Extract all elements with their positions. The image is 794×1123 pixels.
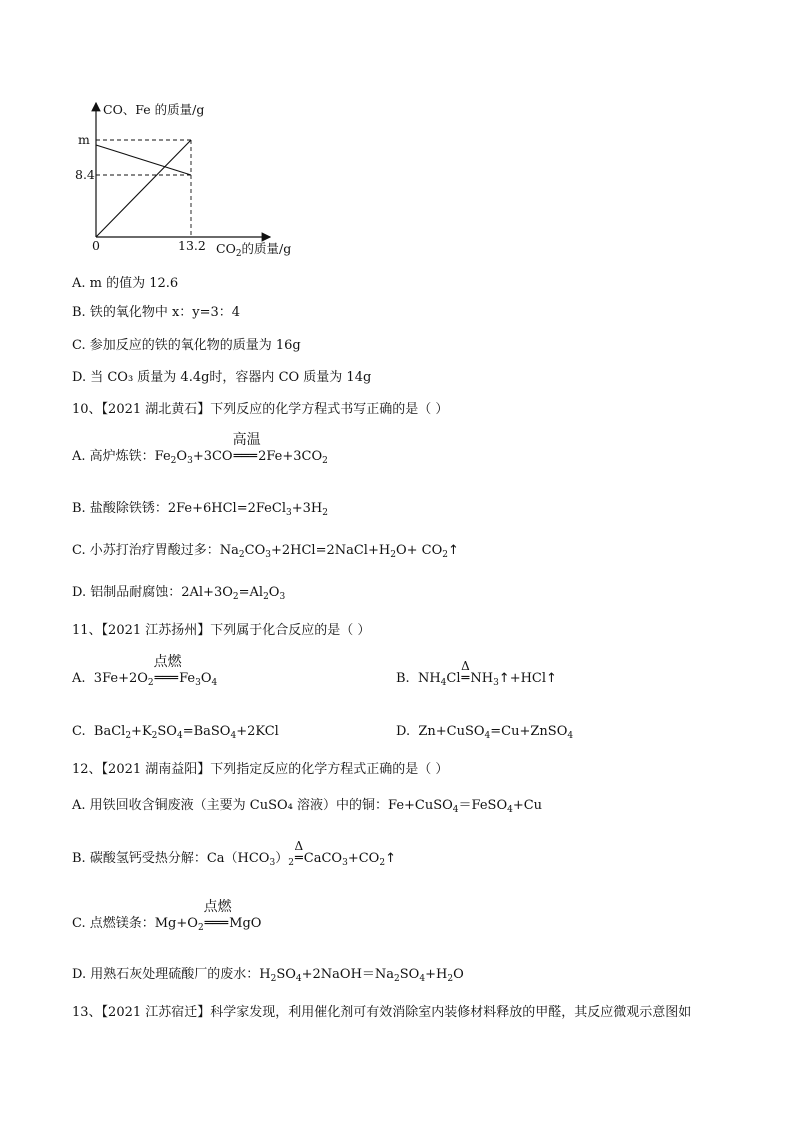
q11-option-d xyxy=(396,723,573,741)
q11-option-a xyxy=(72,654,218,688)
q12-option-b xyxy=(72,839,396,868)
q10-option-c xyxy=(72,542,459,560)
q11-stem: 11、【2021 江苏扬州】下列属于化合反应的是（ ） xyxy=(72,623,371,638)
origin-label: 0 xyxy=(92,238,100,253)
q10-option-b xyxy=(72,500,328,518)
q12-option-c xyxy=(72,899,262,933)
q12-c-condition: 点燃 xyxy=(203,899,232,915)
q11-b-condition: Δ xyxy=(461,659,470,673)
mass-graph xyxy=(70,95,390,265)
q10-d-equation: $2Al+3O_2=Al_2O_3$ xyxy=(181,585,286,602)
q12-d-equation: $H_2SO_4+2NaOH=Na_2SO_4+H_2O$ xyxy=(259,967,464,984)
x-tick-132: 13.2 xyxy=(178,238,206,253)
q11-b-label: B. xyxy=(396,671,410,686)
q10-b-label: B. 盐酸除铁锈： xyxy=(72,501,168,516)
y-tick-m: m xyxy=(78,132,90,147)
x-axis-label: $CO_2$的质量/g xyxy=(216,241,292,259)
q12-c-label: C. 点燃镁条： xyxy=(72,916,155,931)
q12-c-equation: $Mg+O_2$ 点燃 ═══MgO xyxy=(154,899,262,933)
q12-b-label: B. 碳酸氢钙受热分解： xyxy=(72,851,207,866)
q10-a-equation: $Fe_2O_3+3CO$ 高温 $═══2Fe+3CO_2$ xyxy=(154,432,328,466)
q11-a-condition: 点燃 xyxy=(153,654,182,670)
y-tick-84: 8.4 xyxy=(75,167,95,182)
q10-c-label: C. 小苏打治疗胃酸过多： xyxy=(72,543,220,558)
q10-b-equation: $2Fe+6HCl=2FeCl_3+3H_2$ xyxy=(167,501,328,518)
y-axis-label: CO、Fe 的质量/g xyxy=(103,102,205,117)
q11-option-c xyxy=(72,723,279,741)
q11-option-b xyxy=(396,659,557,688)
q10-option-a xyxy=(72,432,328,466)
q11-a-label: A. xyxy=(72,671,86,686)
q12-stem: 12、【2021 湖南益阳】下列指定反应的化学方程式正确的是（ ） xyxy=(72,762,449,777)
q9-option-a: A. m 的值为 12.6 xyxy=(72,276,179,291)
q12-d-label: D. 用熟石灰处理硫酸厂的废水： xyxy=(72,967,260,982)
q12-a-label: A. 用铁回收含铜废液（主要为 CuSO₄ 溶液）中的铜： xyxy=(72,798,389,813)
co-line xyxy=(96,145,191,175)
q12-a-equation: Fe+CuSO$_4$＝FeSO$_4$+Cu xyxy=(388,798,543,815)
q10-d-label: D. 铝制品耐腐蚀： xyxy=(72,585,182,600)
q10-a-label: A. 高炉炼铁： xyxy=(72,449,155,464)
q12-b-condition: Δ xyxy=(294,839,304,853)
q11-c-label: C. xyxy=(72,724,86,739)
q10-stem: 10、【2021 湖北黄石】下列反应的化学方程式书写正确的是（ ） xyxy=(72,402,449,417)
q11-d-equation: Zn+CuSO$_4$=Cu+ZnSO$_4$ xyxy=(418,724,574,741)
q12-option-d xyxy=(72,966,464,984)
q9-option-b: B. 铁的氧化物中 x：y=3：4 xyxy=(72,305,241,320)
q11-c-equation: $BaCl_2+K_2SO_4=BaSO_4+2KCl$ xyxy=(93,724,279,741)
q13-stem: 13、【2021 江苏宿迁】科学家发现，利用催化剂可有效消除室内装修材料释放的甲醛，其反应微观示意图如 xyxy=(72,1005,692,1020)
q9-option-c: C. 参加反应的铁的氧化物的质量为 16g xyxy=(72,338,301,353)
q10-option-d xyxy=(72,584,285,602)
q10-a-condition: 高温 xyxy=(232,432,261,448)
q11-d-label: D. xyxy=(396,724,411,739)
q11-b-equation: $NH_4Cl$ Δ $═NH_3↑+HCl↑$ xyxy=(417,659,557,688)
q9-option-d: D. 当 CO₃ 质量为 4.4g时，容器内 CO 质量为 14g xyxy=(72,370,372,385)
q12-option-a xyxy=(72,797,542,815)
fe-line xyxy=(96,140,191,237)
q10-c-equation: $Na_2CO_3+2HCl=2NaCl+H_2O+$ $CO_2↑$ xyxy=(219,543,459,560)
q12-b-equation: $Ca(HCO_3)_2$ Δ $═CaCO_3+CO_2↑$ xyxy=(206,839,396,868)
q11-a-equation: $3Fe+2O_2$ 点燃 $═══Fe_3O_4$ xyxy=(93,654,218,688)
